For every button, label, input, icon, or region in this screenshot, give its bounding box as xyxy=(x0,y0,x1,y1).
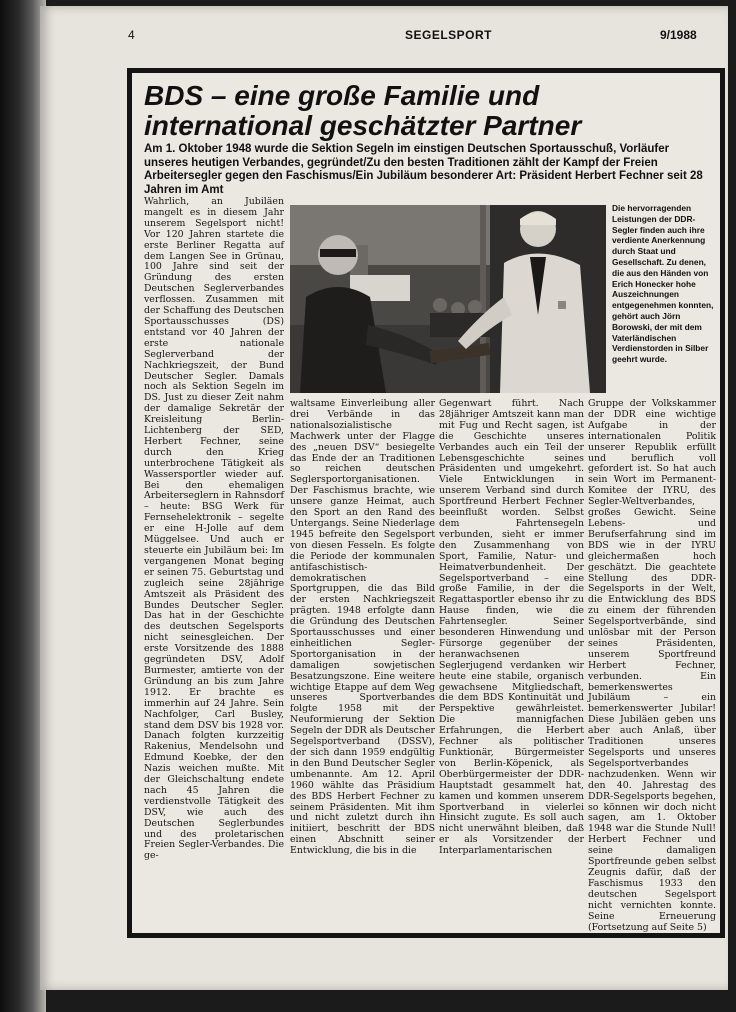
running-head xyxy=(40,6,728,46)
page-number: 4 xyxy=(128,28,135,42)
column-text: Gegenwart führt. Nach 28jähriger Amtszeit kann man mit Fug und Recht sagen, ist die Geschichte unseres Verbandes auch ein Teil der Lebensgeschichte seines Präsidenten und umgekehrt. Viele Entwicklungen in unserem Verband sind durch Sportfreund Herbert Fechner beeinflußt worden. Selbst dem Fahrtensegeln verbunden, sieht er immer den Zusammenhang von Sport, Familie, Natur- und Heimatverbundenheit. Der Segelsportverband – eine große Familie, in der die Regattasportler ebenso ihr zu Hause finden, wie die Fahrtensegler. Seiner besonderen Hinwendung und Fürsorge gegenüber der heranwachsenen Seglerjugend verdanken wir heute eine stabile, organisch gewachsene Mitgliedschaft, die dem BDS Kontinuität und Perspektive gewährleistet. Die mannigfachen Erfahrungen, die Herbert Fechner als politischer Funktionär, Bürgermeister von Berlin-Köpenick, als Oberbürgermeister der DDR-Hauptstadt gesammelt hat, kamen und kommen unserem Sportverband in vielerlei Hinsicht zugute. Es soll auch nicht unerwähnt bleiben, daß er als Vorsitzender der Interparlamentarischen xyxy=(439,398,584,857)
award-ceremony-photo xyxy=(290,205,606,393)
article-column-3 xyxy=(439,399,584,923)
photo-image xyxy=(290,205,606,393)
article-column-2 xyxy=(290,399,435,923)
article-column-1 xyxy=(144,197,284,923)
column-text: Wahrlich, an Jubiläen mangelt es in diesem Jahr unserem Segelsport nicht! Vor 120 Jahren startete die erste Berliner Regatta auf dem Langen See in Grünau, 100 Jahre sind seit der Gründung des ersten Deutschen Seglerverbandes verflossen. Zusammen mit der Schaffung des Deutschen Sportausschusses (DS) entstand vor 40 Jahren der erste nationale Seglerverband der Nachkriegszeit, der Bund Deutscher Segler. Damals noch als Sektion Segeln im DS. Just zu dieser Zeit nahm der damalige Sekretär der Kreisleitung Berlin-Lichtenberg der SED, Herbert Fechner, seine durch den Krieg unterbrochene Tätigkeit als Wassersportler wieder auf. Bei den ehemaligen Arbeiterseglern in Rahnsdorf – heute: BSG Werk für Fernsehelektronik – segelte er eine H-Jolle auf dem Müggelsee. Und auch er steuerte ein Jubiläum bei: Im vergangenen Monat beging er seinen 75. Geburtstag und zugleich seine 28jährige Amtszeit als Präsident des Bundes Deutscher Segler. Das hat in der Geschichte des deutschen Segelsports nicht seinesgleichen. Der erste Vorsitzende des 1888 gegründeten DSV, Adolf Burmester, amtierte von der Gründung an bis zum Jahre 1912. Er brachte es immerhin auf 24 Jahre. Sein Nachfolger, Carl Busley, stand dem DSV bis 1928 vor. Danach folgten kurzzeitig Rakenius, Mendelsohn und Edmund Koebke, der den Nazis weichen mußte. Mit der Gleichschaltung endete nach 45 Jahren die verdienstvolle Tätigkeit des DSV, wie auch des Deutschen Seglerbundes und des proletarischen Freien Segler-Verbandes. Die ge- xyxy=(144,196,284,862)
section-title: SEGELSPORT xyxy=(405,28,493,42)
article-frame xyxy=(127,68,725,938)
magazine-page xyxy=(40,6,728,990)
column-text: Gruppe der Volkskammer der DDR eine wichtige Aufgabe in der internationalen Politik unserer Republik erfüllt und beruflich voll gefordert ist. So hat auch sein Wort im Permanent-Komitee der IYRU, des Segler-Weltverbandes, großes Gewicht. Seine Lebens- und Berufserfahrung sind im BDS wie in der IYRU gleichermaßen hoch geschätzt. Die geachtete Stellung des DDR-Segelsports in der Welt, die Entwicklung des BDS zu einem der führenden Segelsportverbände, sind unlösbar mit der Person seines Präsidenten, unserem Sportfreund Herbert Fechner, verbunden. Ein bemerkenswertes Jubiläum – ein bemerkenswerter Jubilar! Diese Jubiläen geben uns aber auch Anlaß, über Traditionen unseres Segelsports und unseres Segelsportverbandes nachzudenken. Wenn wir den 40. Jahrestag des DDR-Segelsports begehen, so können wir doch nicht sagen, am 1. Oktober 1948 war die Stunde Null! Herbert Fechner und seine damaligen Sportfreunde geben selbst Zeugnis dafür, daß der Faschismus 1933 den deutschen Segelsport nicht vernichten konnte. Seine Erneuerung (Fortsetzung auf Seite 5) xyxy=(588,398,716,933)
article-intro: Am 1. Oktober 1948 wurde die Sektion Segeln im einstigen Deutschen Sportausschuß, Vorläufer unseres heutigen Verbandes, gegründet/Zu den besten Traditionen zählt der Kampf der Freien Arbeitersegler gegen den Faschismus/Ein Jubiläum besonderer Art: Präsident Herbert Fechner seit 28 Jahren im Amt xyxy=(144,143,703,196)
photo-caption: Die hervorragenden Leistungen der DDR-Segler finden auch ihre verdiente Anerkennung durch Staat und Gesellschaft. Zu denen, die aus den Händen von Erich Honecker hohe Auszeichnungen entgegenehmen konnten, gehört auch Jörn Borowski, der mit dem Vaterländischen Verdienstorden in Silber geehrt wurde. xyxy=(612,203,714,365)
column-text: waltsame Einverleibung aller drei Verbände in das nationalsozialistische Machwerk unter der Flagge des „neuen DSV“ besiegelte das Ende der an Traditionen so reichen deutschen Seglersportorganisationen. Der Faschismus brachte, wie unsere ganze Heimat, auch den Sport an den Rand des Untergangs. Seine Niederlage 1945 befreite den Segelsport von diesen Fesseln. Es folgte die Periode der kommunalen antifaschistisch-demokratischen Sportgruppen, die das Bild der ersten Nachkriegszeit prägten. 1948 erfolgte dann die Gründung des Deutschen Sportausschusses und einer einheitlichen Segler-Sportorganisation in der damaligen sowjetischen Besatzungszone. Eine weitere wichtige Etappe auf dem Weg unseres Sportverbandes folgte 1958 mit der Neuformierung der Sektion Segeln der DDR als Deutscher Segelsportverband (DSSV), der sich dann 1959 endgültig in den Bund Deutscher Segler umbenannte. Am 12. April 1960 wählte das Präsidium des BDS Herbert Fechner zu seinem Präsidenten. Mit ihm und nicht zuletzt durch ihn initiiert, beschritt der BDS einen Abschnitt seiner Entwicklung, die bis in die xyxy=(290,398,435,857)
article-headline: BDS – eine große Familie und international geschätzter Partner xyxy=(144,80,582,141)
article-column-4 xyxy=(588,398,716,933)
issue-number: 9/1988 xyxy=(660,28,697,42)
